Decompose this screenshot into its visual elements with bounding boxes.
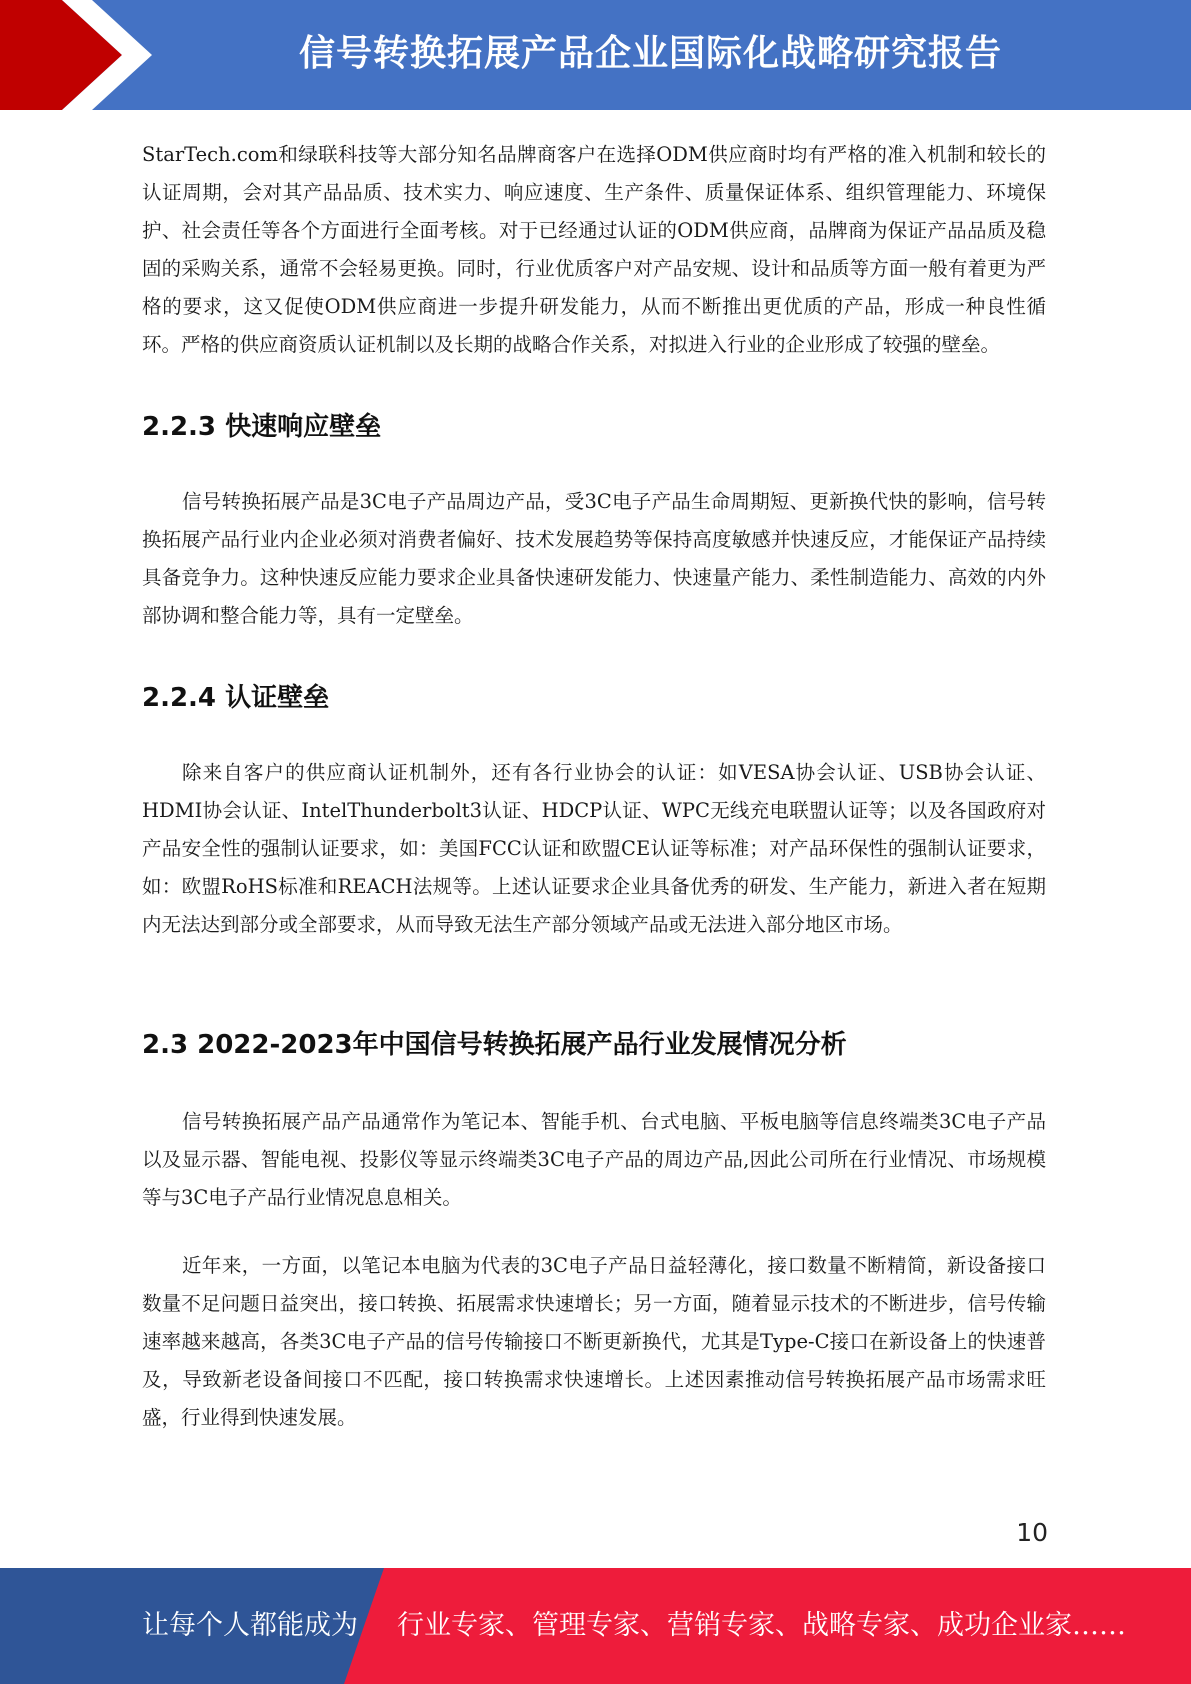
page-header	[0, 0, 1191, 110]
section-2-2-3-paragraph: 信号转换拓展产品是3C电子产品周边产品，受3C电子产品生命周期短、更新换代快的影响，信号转换拓展产品行业内企业必须对消费者偏好、技术发展趋势等保持高度敏感并快速反应，才能保证产品持续具备竞争力。这种快速反应能力要求企业具备快速研发能力、快速量产能力、柔性制造能力、高效的内外部协调和整合能力等，具有一定壁垒。	[142, 490, 1046, 627]
section-2-2-4-paragraph: 除来自客户的供应商认证机制外，还有各行业协会的认证：如VESA协会认证、USB协会认证、HDMI协会认证、IntelThunderbolt3认证、HDCP认证、WPC无线充电联盟认证等；以及各国政府对产品安全性的强制认证要求，如：美国FCC认证和欧盟CE认证等标准；对产品环保性的强制认证要求，如：欧盟RoHS标准和REACH法规等。上述认证要求企业具备优秀的研发、生产能力，新进入者在短期内无法达到部分或全部要求，从而导致无法生产部分领域产品或无法进入部分地区市场。	[142, 761, 1046, 936]
section-2-2-4-heading: 2.2.4 认证壁垒	[142, 683, 330, 713]
section-2-2-3-heading: 2.2.3 快速响应壁垒	[142, 412, 382, 442]
footer-slogan-right: 行业专家、管理专家、营销专家、战略专家、成功企业家……	[397, 1610, 1126, 1641]
footer-slogan-left: 让每个人都能成为	[142, 1610, 358, 1641]
report-title: 信号转换拓展产品企业国际化战略研究报告	[298, 33, 1002, 74]
section-2-3-paragraph-1: 信号转换拓展产品产品通常作为笔记本、智能手机、台式电脑、平板电脑等信息终端类3C电子产品以及显示器、智能电视、投影仪等显示终端类3C电子产品的周边产品,因此公司所在行业情况、市场规模等与3C电子产品行业情况息息相关。	[142, 1110, 1046, 1209]
section-2-3-paragraph-2: 近年来，一方面，以笔记本电脑为代表的3C电子产品日益轻薄化，接口数量不断精简，新设备接口数量不足问题日益突出，接口转换、拓展需求快速增长；另一方面，随着显示技术的不断进步，信号传输速率越来越高，各类3C电子产品的信号传输接口不断更新换代，尤其是Type-C接口在新设备上的快速普及，导致新老设备间接口不匹配，接口转换需求快速增长。上述因素推动信号转换拓展产品市场需求旺盛，行业得到快速发展。	[142, 1254, 1046, 1429]
section-2-3-heading: 2.3 2022-2023年中国信号转换拓展产品行业发展情况分析	[142, 1030, 847, 1060]
page-number: 10	[1016, 1518, 1048, 1547]
page-content	[142, 136, 1046, 1437]
intro-paragraph: StarTech.com和绿联科技等大部分知名品牌商客户在选择ODM供应商时均有严格的准入机制和较长的认证周期，会对其产品品质、技术实力、响应速度、生产条件、质量保证体系、组织管理能力、环境保护、社会责任等各个方面进行全面考核。对于已经通过认证的ODM供应商，品牌商为保证产品品质及稳固的采购关系，通常不会轻易更换。同时，行业优质客户对产品安规、设计和品质等方面一般有着更为严格的要求，这又促使ODM供应商进一步提升研发能力，从而不断推出更优质的产品，形成一种良性循环。严格的供应商资质认证机制以及长期的战略合作关系，对拟进入行业的企业形成了较强的壁垒。	[142, 143, 1046, 356]
page-footer	[0, 1568, 1191, 1684]
